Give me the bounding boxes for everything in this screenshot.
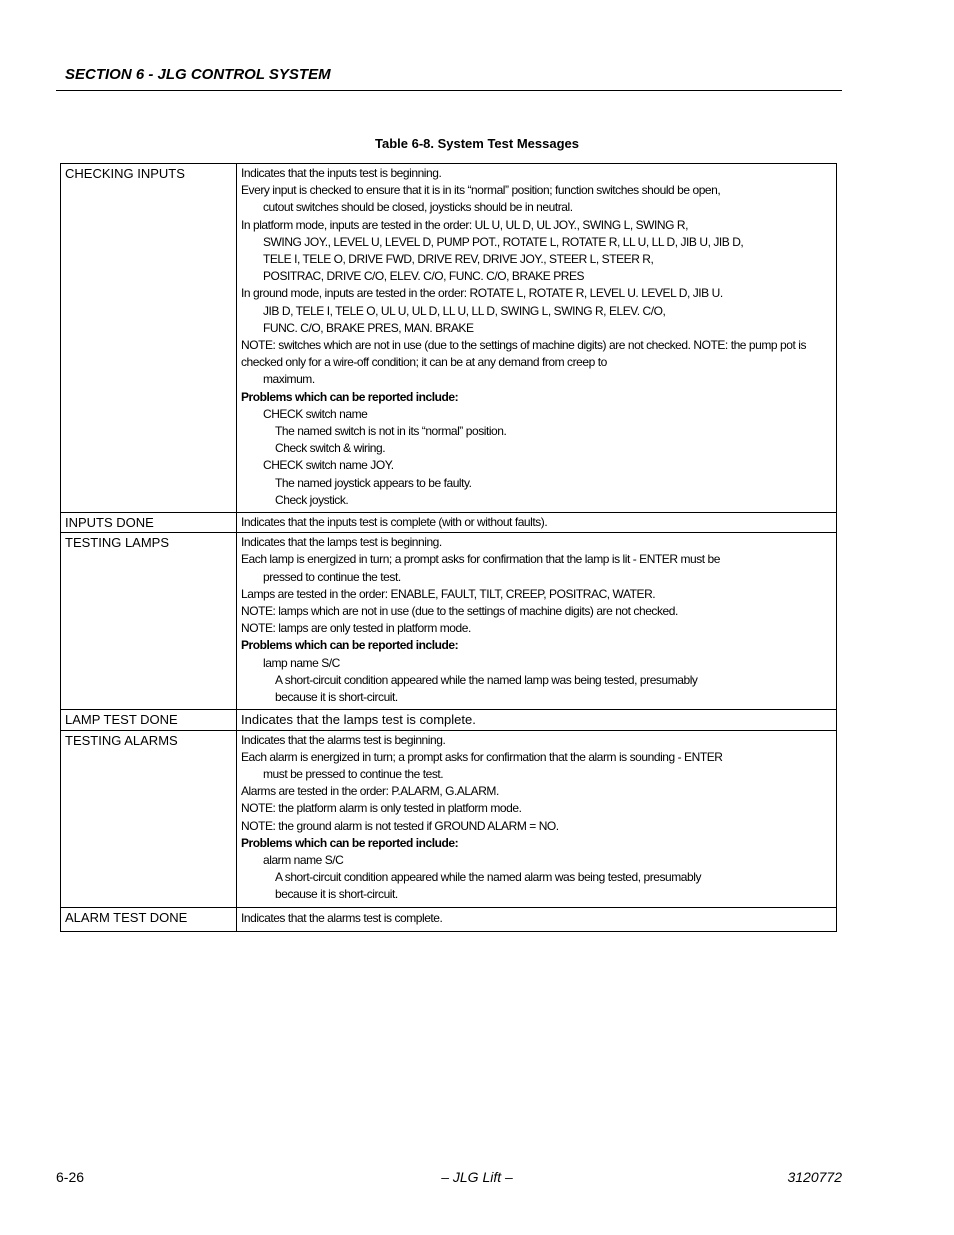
problem-message: alarm name S/C (263, 852, 344, 867)
description-line: Alarms are tested in the order: P.ALARM, G.ALARM. (241, 784, 499, 799)
message-cell (61, 513, 237, 533)
description-line: Indicates that the lamps test is beginning. (241, 535, 442, 550)
description-line: SWING JOY., LEVEL U, LEVEL D, PUMP POT., ROTATE L, ROTATE R, LL U, LL D, JIB U, JIB D, (263, 234, 744, 249)
problems-heading: Problems which can be reported include: (241, 638, 459, 653)
description-cell (237, 533, 837, 710)
description-cell (237, 710, 837, 730)
problem-description: because it is short-circuit. (275, 690, 398, 705)
page-number: 6-26 (56, 1169, 85, 1185)
table-row (61, 513, 837, 533)
description-line: Each lamp is energized in turn; a prompt asks for confirmation that the lamp is lit - ENTER must be (241, 552, 720, 567)
description-line: NOTE: the platform alarm is only tested in platform mode. (241, 801, 522, 816)
description-line: pressed to continue the test. (263, 569, 401, 584)
message-label: INPUTS DONE (65, 515, 154, 531)
message-label: ALARM TEST DONE (65, 909, 188, 925)
table-row (61, 730, 837, 907)
description-line: Lamps are tested in the order: ENABLE, FAULT, TILT, CREEP, POSITRAC, WATER. (241, 586, 656, 601)
message-cell (61, 533, 237, 710)
description-cell (237, 730, 837, 907)
problem-description: Check switch & wiring. (275, 441, 386, 456)
description-line: TELE I, TELE O, DRIVE FWD, DRIVE REV, DRIVE JOY., STEER L, STEER R, (263, 252, 654, 267)
table-row (61, 533, 837, 710)
document-number: 3120772 (787, 1169, 842, 1185)
problem-description: The named switch is not in its “normal” position. (275, 424, 507, 439)
description-line: JIB D, TELE I, TELE O, UL U, UL D, LL U, LL D, SWING L, SWING R, ELEV. C/O, (263, 303, 666, 318)
message-cell (61, 164, 237, 513)
table-title: Table 6-8. System Test Messages (374, 136, 579, 151)
message-label: CHECKING INPUTS (65, 166, 185, 181)
problem-description: The named joystick appears to be faulty. (275, 475, 472, 490)
description-line: cutout switches should be closed, joysticks should be in neutral. (263, 200, 573, 215)
description-line: Indicates that the alarms test is complete. (241, 910, 443, 925)
description-line: must be pressed to continue the test. (263, 766, 444, 781)
description-line: NOTE: lamps are only tested in platform mode. (241, 621, 471, 636)
description-line: NOTE: the ground alarm is not tested if GROUND ALARM = NO. (241, 818, 559, 833)
message-cell (61, 907, 237, 931)
description-line: Indicates that the lamps test is complete. (241, 712, 476, 728)
problems-heading: Problems which can be reported include: (241, 835, 459, 850)
description-cell (237, 907, 837, 931)
problems-heading: Problems which can be reported include: (241, 389, 459, 404)
description-line: Indicates that the inputs test is complete (with or without faults). (241, 515, 548, 530)
description-line: Indicates that the inputs test is beginning. (241, 166, 442, 180)
problem-description: because it is short-circuit. (275, 887, 398, 902)
description-line: Each alarm is energized in turn; a prompt asks for confirmation that the alarm is sounding - ENTER (241, 749, 723, 764)
description-line: checked only for a wire-off condition; it can be at any demand from creep to (241, 355, 607, 370)
description-line: Indicates that the alarms test is beginning. (241, 732, 446, 747)
table-row (61, 710, 837, 730)
section-title: SECTION 6 - JLG CONTROL SYSTEM (65, 66, 331, 83)
problem-message: CHECK switch name (263, 406, 368, 421)
problem-description: A short-circuit condition appeared while the named lamp was being tested, presumably (275, 672, 698, 687)
message-cell (61, 710, 237, 730)
description-line: In ground mode, inputs are tested in the order: ROTATE L, ROTATE R, LEVEL U. LEVEL D, JIB U. (241, 286, 723, 301)
message-label: TESTING ALARMS (65, 732, 178, 748)
message-cell (61, 730, 237, 907)
problem-message: CHECK switch name JOY. (263, 458, 394, 473)
table-row (61, 164, 837, 513)
footer-publisher: – JLG Lift – (441, 1169, 513, 1185)
description-line: In platform mode, inputs are tested in the order: UL U, UL D, UL JOY., SWING L, SWING R, (241, 217, 689, 232)
section-header (56, 64, 842, 91)
description-line: maximum. (263, 372, 315, 387)
table-row (61, 907, 837, 931)
message-label: LAMP TEST DONE (65, 712, 178, 728)
system-test-messages-table (60, 163, 837, 932)
description-line: NOTE: lamps which are not in use (due to the settings of machine digits) are not checked. (241, 604, 678, 619)
description-cell (237, 513, 837, 533)
problem-description: A short-circuit condition appeared while the named alarm was being tested, presumably (275, 870, 702, 885)
problem-description: Check joystick. (275, 492, 349, 507)
description-line: FUNC. C/O, BRAKE PRES, MAN. BRAKE (263, 320, 474, 335)
message-label: TESTING LAMPS (65, 535, 170, 551)
description-cell (237, 164, 837, 513)
problem-message: lamp name S/C (263, 655, 340, 670)
description-line: Every input is checked to ensure that it is in its “normal” position; function switches should be open, (241, 183, 721, 198)
description-line: NOTE: switches which are not in use (due to the settings of machine digits) are not checked. NOTE: the pump pot is (241, 338, 806, 353)
description-line: POSITRAC, DRIVE C/O, ELEV. C/O, FUNC. C/O, BRAKE PRES (263, 269, 585, 284)
